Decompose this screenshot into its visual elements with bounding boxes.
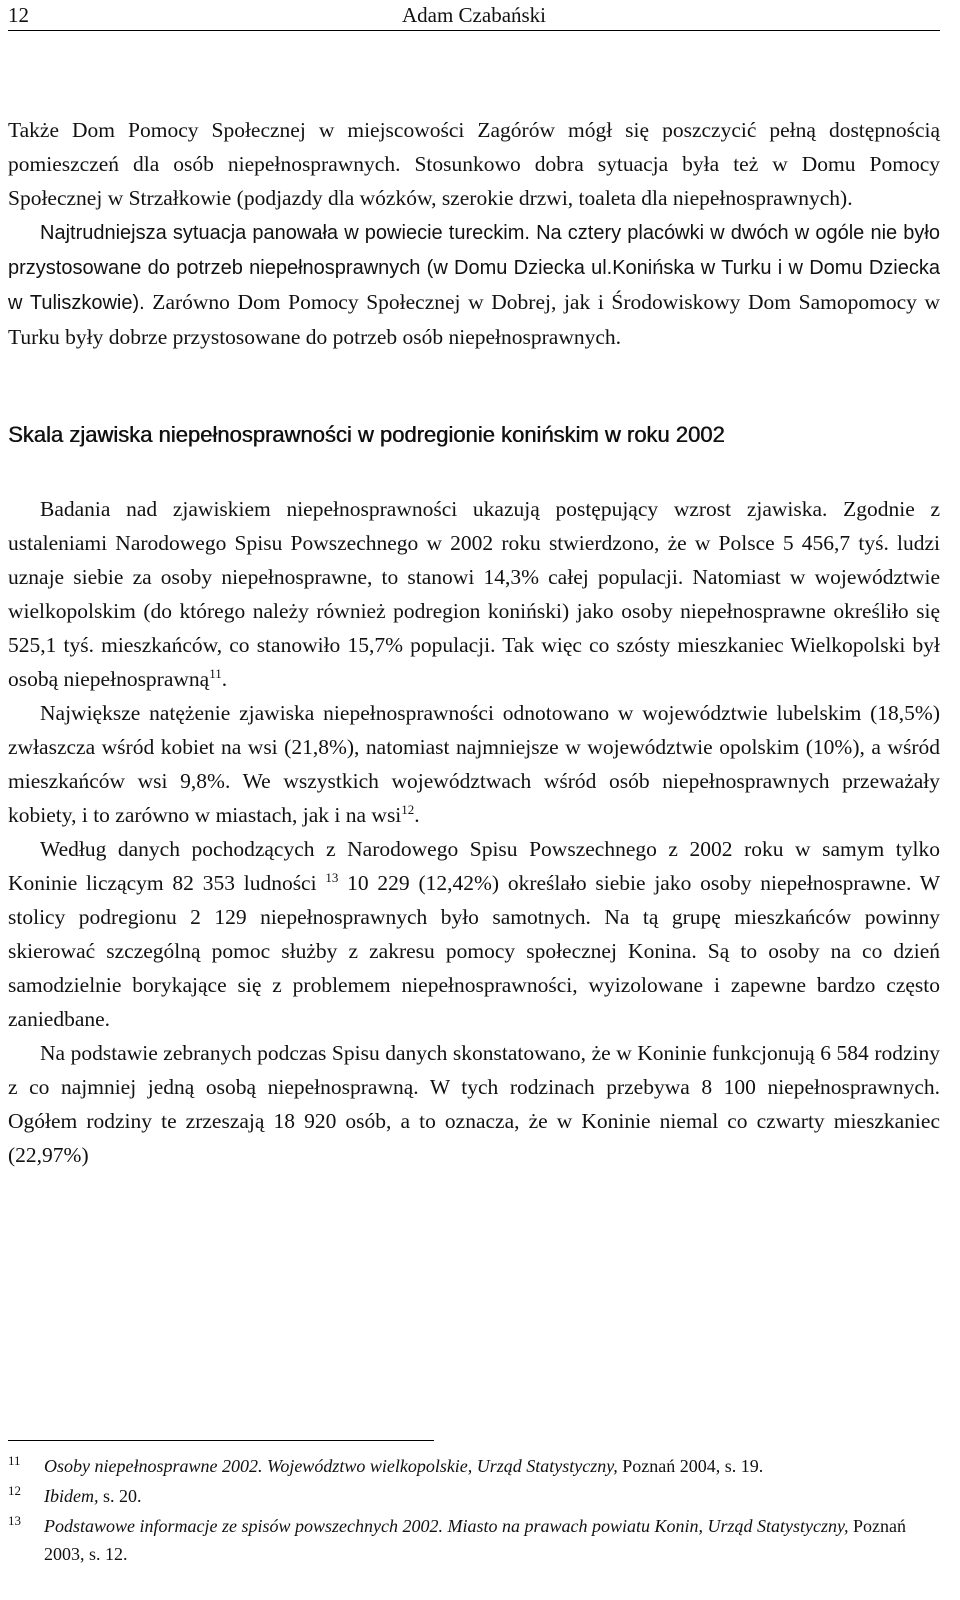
page-number: 12 [8, 3, 29, 27]
footnotes [8, 1452, 940, 1570]
footnote-title: Podstawowe informacje ze spisów powszechnych 2002. Miasto na prawach powiatu Konin, Urząd Statystyczny, [44, 1516, 849, 1536]
paragraph-najwieksze-text: Największe natężenie zjawiska niepełnosprawności odnotowano w województwie lubelskim (18,5%) zwłaszcza wśród kobiet na wsi (21,8%), natomiast najmniejsze w województwie opolskim (10%), a wśród mieszkańców wsi 9,8%. We wszystkich województwach wśród osób niepełnosprawnych przeważały kobiety, i to zarówno w miastach, jak i na wsi [8, 701, 940, 827]
paragraph-najwieksze [8, 696, 940, 832]
paragraph-wedlug [8, 832, 940, 1036]
footnote-11 [8, 1452, 940, 1480]
paragraph-badania-end: . [221, 667, 228, 691]
paragraph-na-podstawie: Na podstawie zebranych podczas Spisu danych skonstatowano, że w Koninie funkcjonują 6 584 rodziny z co najmniej jedną osobą niepełnosprawną. W tych rodzinach przebywa 8 100 niepełnosprawnych. Ogółem rodziny te zrzeszają 18 920 osób, a to oznacza, że w Koninie niemal co czwarty mieszkaniec (22,97%) [8, 1041, 940, 1167]
footnote-ref-13[interactable]: 13 [325, 870, 339, 885]
footnote-title: Ibidem, [44, 1486, 99, 1506]
paragraph-wedlug-rest: 10 229 (12,42%) określało siebie jako osoby niepełnosprawne. W stolicy podregionu 2 129 niepełnosprawnych było samotnych. Na tą grupę mieszkańców powinny skierować szczególną pomoc służby z zakresu pomocy społecznej Konina. Są to osoby na co dzień samodzielnie borykające się z problemem niepełnosprawności, wyizolowane i zapewne bardzo często zaniedbane. [8, 871, 940, 1031]
paragraph-najwieksze-end: . [414, 803, 420, 827]
footnote-ref-12[interactable]: 12 [401, 802, 415, 817]
footnote-details: s. 20. [98, 1486, 142, 1506]
running-header-author: Adam Czabański [401, 3, 547, 27]
section-heading: Skala zjawiska niepełnosprawności w podregionie konińskim w roku 2002 [8, 422, 725, 447]
footnote-title: Osoby niepełnosprawne 2002. Województwo wielkopolskie, Urząd Statystyczny, [44, 1456, 618, 1476]
footnote-number: 11 [8, 1453, 21, 1468]
paragraph-turek [8, 215, 940, 354]
paragraph-turek-serif-part: Zarówno Dom Pomocy Społecznej w Dobrej, jak i Środowiskowy Dom Samopomocy w Turku były dobrze przystosowane do potrzeb osób niepełnosprawnych. [8, 290, 940, 349]
footnote-number: 12 [8, 1483, 21, 1498]
paragraph-turek-sans-part: Najtrudniejsza sytuacja panowała w powiecie tureckim. Na cztery placówki w dwóch w ogóle nie było przystosowane do potrzeb niepełnosprawnych (w Domu Dziecka ul.Konińska w Turku i w Domu Dziecka w Tuliszkowie). [8, 222, 940, 314]
footnote-details: Poznań 2003, s. 12. [44, 1516, 906, 1564]
paragraph-wedlug-text: Według danych pochodzących z Narodowego Spisu Powszechnego z 2002 roku w samym tylko Koninie liczącym 82 353 ludności [8, 837, 940, 895]
footnote-12 [8, 1482, 940, 1510]
footnote-separator [8, 1440, 434, 1441]
footnote-ref-11[interactable]: 11 [209, 666, 222, 681]
paragraph-badania-text: Badania nad zjawiskiem niepełnosprawności ukazują postępujący wzrost zjawiska. Zgodnie z ustaleniami Narodowego Spisu Powszechnego w 2002 roku stwierdzono, że w Polsce 5 456,7 tyś. ludzi uznaje siebie za osoby niepełnosprawne, to stanowi 14,3% całej populacji. Natomiast w województwie wielkopolskim (do którego należy również podregion koniński) jako osoby niepełnosprawne określiło się 525,1 tyś. mieszkańców, co stanowiło 15,7% populacji. Tak więc co szósty mieszkaniec Wielkopolski był osobą niepełnosprawną [8, 497, 940, 691]
paragraph-badania [8, 492, 940, 696]
body-text [8, 113, 940, 1172]
running-header [8, 0, 940, 31]
footnote-13 [8, 1512, 940, 1568]
footnote-details: Poznań 2004, s. 19. [617, 1456, 764, 1476]
footnote-number: 13 [8, 1513, 21, 1528]
paragraph-zagorow: Także Dom Pomocy Społecznej w miejscowości Zagórów mógł się poszczycić pełną dostępnością pomieszczeń dla osób niepełnosprawnych. Stosunkowo dobra sytuacja była też w Domu Pomocy Społecznej w Strzałkowie (podjazdy dla wózków, szerokie drzwi, toaleta dla niepełnosprawnych). [8, 118, 940, 210]
